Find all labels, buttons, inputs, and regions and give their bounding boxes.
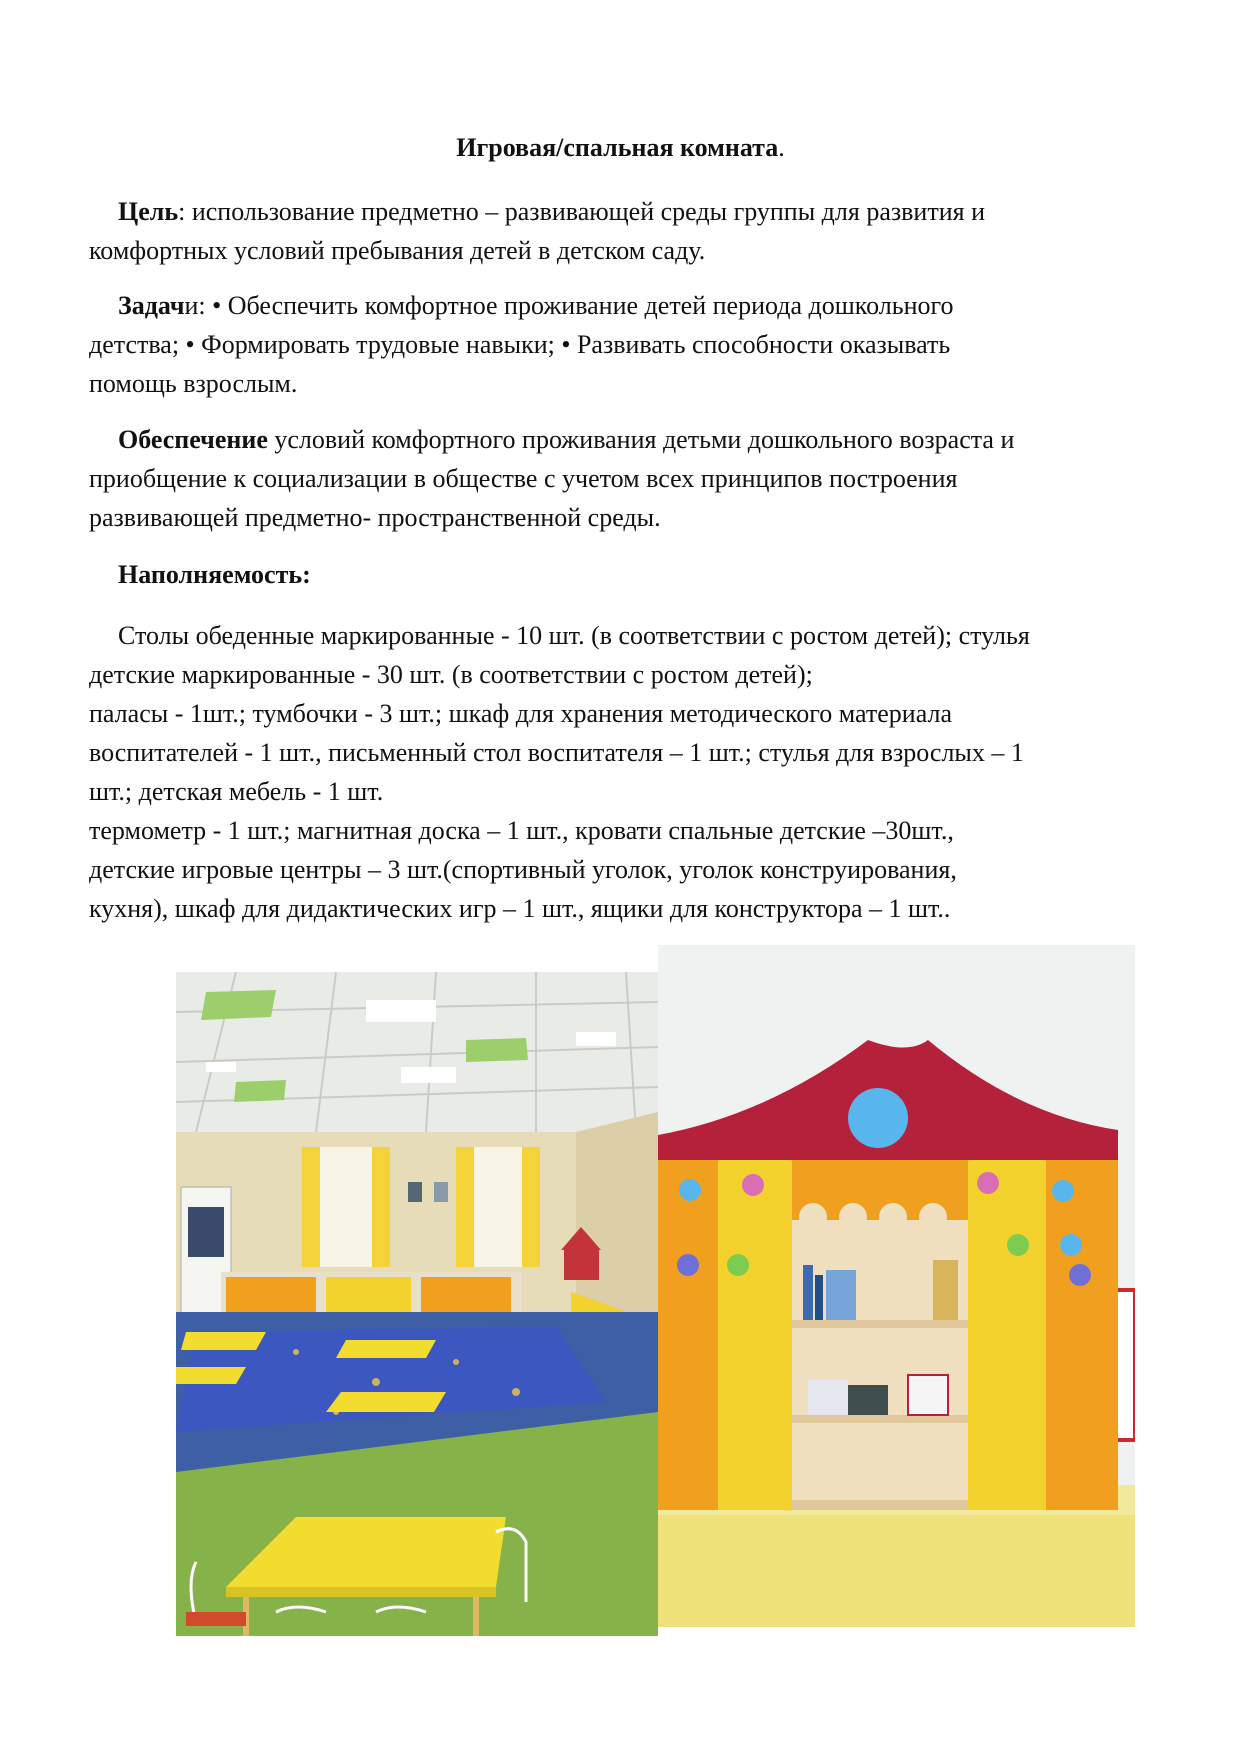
cabinet-photo: [658, 945, 1135, 1627]
fill-heading-text: Наполняемость:: [118, 560, 311, 589]
title-bold: Игровая/спальная комната: [456, 133, 779, 162]
playroom-photo-drawing: [176, 972, 658, 1636]
fill-line-3: паласы - 1шт.; тумбочки - 3 шт.; шкаф для хранения методического материала: [89, 699, 953, 728]
fill-line-4: воспитателей - 1 шт., письменный стол воспитателя – 1 шт.; стулья для взрослых – 1: [89, 738, 1024, 767]
fill-line-6: термометр - 1 шт.; магнитная доска – 1 шт., кровати спальные детские –30шт.,: [89, 816, 954, 845]
goal-line-2: комфортных условий пребывания детей в детском саду.: [89, 236, 706, 265]
provision-line-3: развивающей предметно- пространственной среды.: [89, 503, 661, 532]
fill-line-5: шт.; детская мебель - 1 шт.: [89, 777, 384, 806]
tasks-label: Задач: [118, 291, 185, 320]
playroom-photo: [176, 972, 658, 1636]
cabinet-photo-drawing: [658, 945, 1135, 1627]
fill-line-2: детские маркированные - 30 шт. (в соответствии с ростом детей);: [89, 660, 813, 689]
tasks-line-3: помощь взрослым.: [89, 369, 298, 398]
page-title: [0, 128, 1241, 167]
provision-line-2: приобщение к социализации в обществе с учетом всех принципов построения: [89, 464, 958, 493]
provision-line-1: условий комфортного проживания детьми дошкольного возраста и: [267, 425, 1015, 454]
goal-label: Цель: [118, 197, 179, 226]
tasks-paragraph: [89, 286, 1151, 403]
fill-list: [89, 616, 1151, 928]
provision-label: Обеспечение: [118, 425, 268, 454]
provision-paragraph: [89, 420, 1151, 537]
goal-paragraph: [89, 192, 1151, 270]
goal-line-1: : использование предметно – развивающей среды группы для развития и: [178, 197, 985, 226]
tasks-label-tail: и: [184, 291, 199, 320]
fill-heading: [89, 555, 1151, 594]
fill-line-1: Столы обеденные маркированные - 10 шт. (в соответствии с ростом детей); стулья: [118, 621, 1030, 650]
title-period: .: [778, 133, 785, 162]
fill-line-8: кухня), шкаф для дидактических игр – 1 шт., ящики для конструктора – 1 шт..: [89, 894, 951, 923]
tasks-line-1: : • Обеспечить комфортное проживание детей периода дошкольного: [198, 291, 954, 320]
tasks-line-2: детства; • Формировать трудовые навыки; • Развивать способности оказывать: [89, 330, 951, 359]
fill-line-7: детские игровые центры – 3 шт.(спортивный уголок, уголок конструирования,: [89, 855, 957, 884]
